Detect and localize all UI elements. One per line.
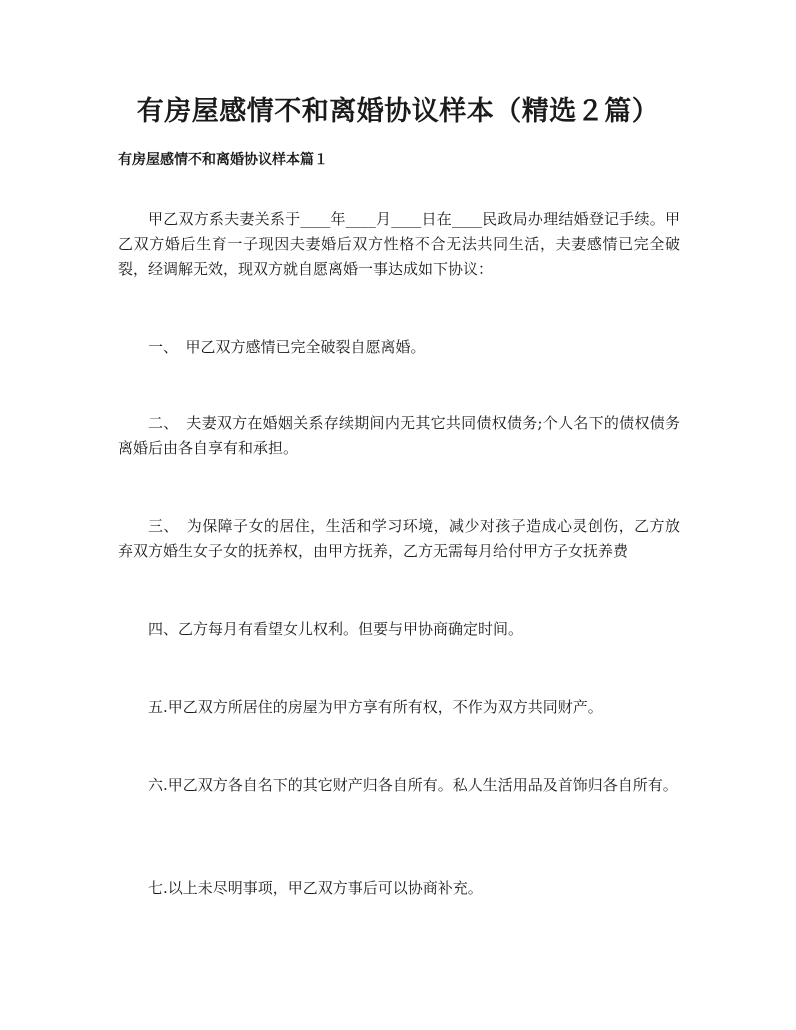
clause-6: 六.甲乙双方各自名下的其它财产归各自所有。私人生活用品及首饰归各自所有。 [148,776,678,794]
clause-7: 七.以上未尽明事项，甲乙双方事后可以协商补充。 [148,879,483,897]
clause-4: 四、乙方每月有看望女儿权利。但要与甲协商确定时间。 [148,620,524,638]
clause-3: 三、 为保障子女的居住，生活和学习环境，减少对孩子造成心灵创伤，乙方放弃双方婚生女子女的抚养权，由甲方抚养，乙方无需每月给付甲方子女抚养费 [118,517,680,560]
clause-5: 五.甲乙双方所居住的房屋为甲方享有所有权，不作为双方共同财产。 [148,698,603,716]
document-title: 有房屋感情不和离婚协议样本（精选２篇） [136,96,660,127]
section-heading: 有房屋感情不和离婚协议样本篇１ [118,152,328,168]
clause-2: 二、 夫妻双方在婚姻关系存续期间内无其它共同债权债务;个人名下的债权债务离婚后由各自享有和承担。 [118,414,680,457]
clause-1: 一、 甲乙双方感情已完全破裂自愿离婚。 [148,338,426,356]
intro-paragraph: 甲乙双方系夫妻关系于____年____月____日在____民政局办理结婚登记手续。甲乙双方婚后生育一子现因夫妻婚后双方性格不合无法共同生活，夫妻感情已完全破裂，经调解无效，现双方就自愿离婚一事达成如下协议： [118,210,680,278]
